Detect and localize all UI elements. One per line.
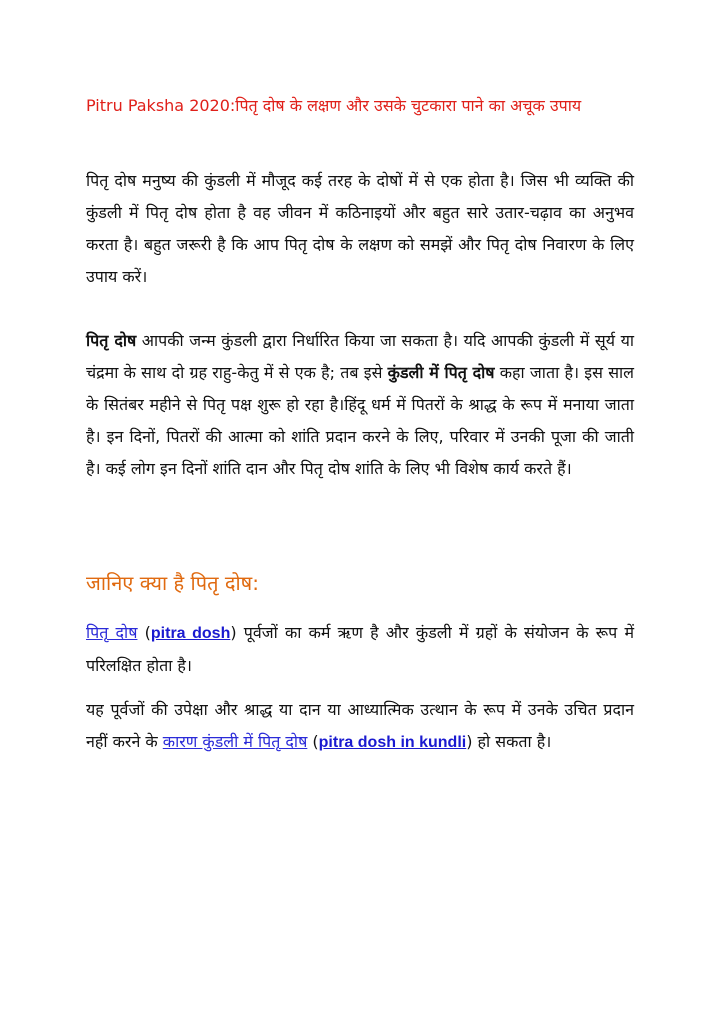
pitra-dosh-paragraph — [86, 325, 634, 485]
cause-paragraph — [86, 694, 634, 759]
pitra-dosh-link[interactable]: पितृ दोष — [86, 623, 138, 642]
paragraph-text: आपकी जन्म कुंडली द्वारा निर्धारित किया जा सकता है। यदि आपकी कुंडली में सूर्य या चंद्रमा के साथ दो ग्रह राहु-केतु में से एक है; तब इसे — [86, 331, 634, 382]
section-heading: जानिए क्या है पितृ दोष: — [86, 571, 259, 595]
pitra-dosh-in-kundli-link[interactable]: pitra dosh in kundli — [318, 734, 467, 751]
paren-open: ( — [137, 623, 151, 642]
article-title: Pitru Paksha 2020:पितृ दोष के लक्षण और उसके चुटकारा पाने का अचूक उपाय — [86, 96, 582, 115]
bold-term-pitra-dosh: पितृ दोष — [86, 331, 137, 350]
definition-paragraph — [86, 617, 634, 682]
paragraph-text: ) पूर्वजों का कर्म ऋण है और कुंडली में ग्रहों के संयोजन के रूप में परिलक्षित होता है। — [86, 623, 635, 675]
paragraph-text: यह पूर्वजों की उपेक्षा और श्राद्ध या दान या आध्यात्मिक उत्थान के रूप में उनके उचित प्रदान नहीं करने के — [86, 700, 634, 751]
bold-term-kundli-pitra-dosh: कुंडली में पितृ दोष — [387, 363, 495, 382]
karan-kundli-pitra-dosh-link[interactable]: कारण कुंडली में पितृ दोष — [162, 732, 308, 751]
paren-open: ( — [307, 732, 319, 751]
pitra-dosh-english-link[interactable]: pitra dosh — [150, 625, 231, 642]
intro-paragraph: पितृ दोष मनुष्य की कुंडली में मौजूद कई तरह के दोषों में से एक होता है। जिस भी व्यक्ति की कुंडली में पितृ दोष होता है वह जीवन में कठिनाइयों और बहुत सारे उतार-चढ़ाव का अनुभव करता है। बहुत जरूरी है कि आप पितृ दोष के लक्षण को समझें और पितृ दोष निवारण के लिए उपाय करें। — [86, 171, 634, 286]
paragraph-text: कहा जाता है। इस साल के सितंबर महीने से पितृ पक्ष शुरू हो रहा है।हिंदू धर्म में पितरों के श्राद्ध के रूप में मनाया जाता है। इन दिनों, पितरों की आत्मा को शांति प्रदान करने के लिए, परिवार में उनकी पूजा की जाती है। कई लोग इन दिनों शांति दान और पितृ दोष शांति के लिए भी विशेष कार्य करते हैं। — [86, 363, 634, 478]
paragraph-text: ) हो सकता है। — [466, 732, 552, 751]
